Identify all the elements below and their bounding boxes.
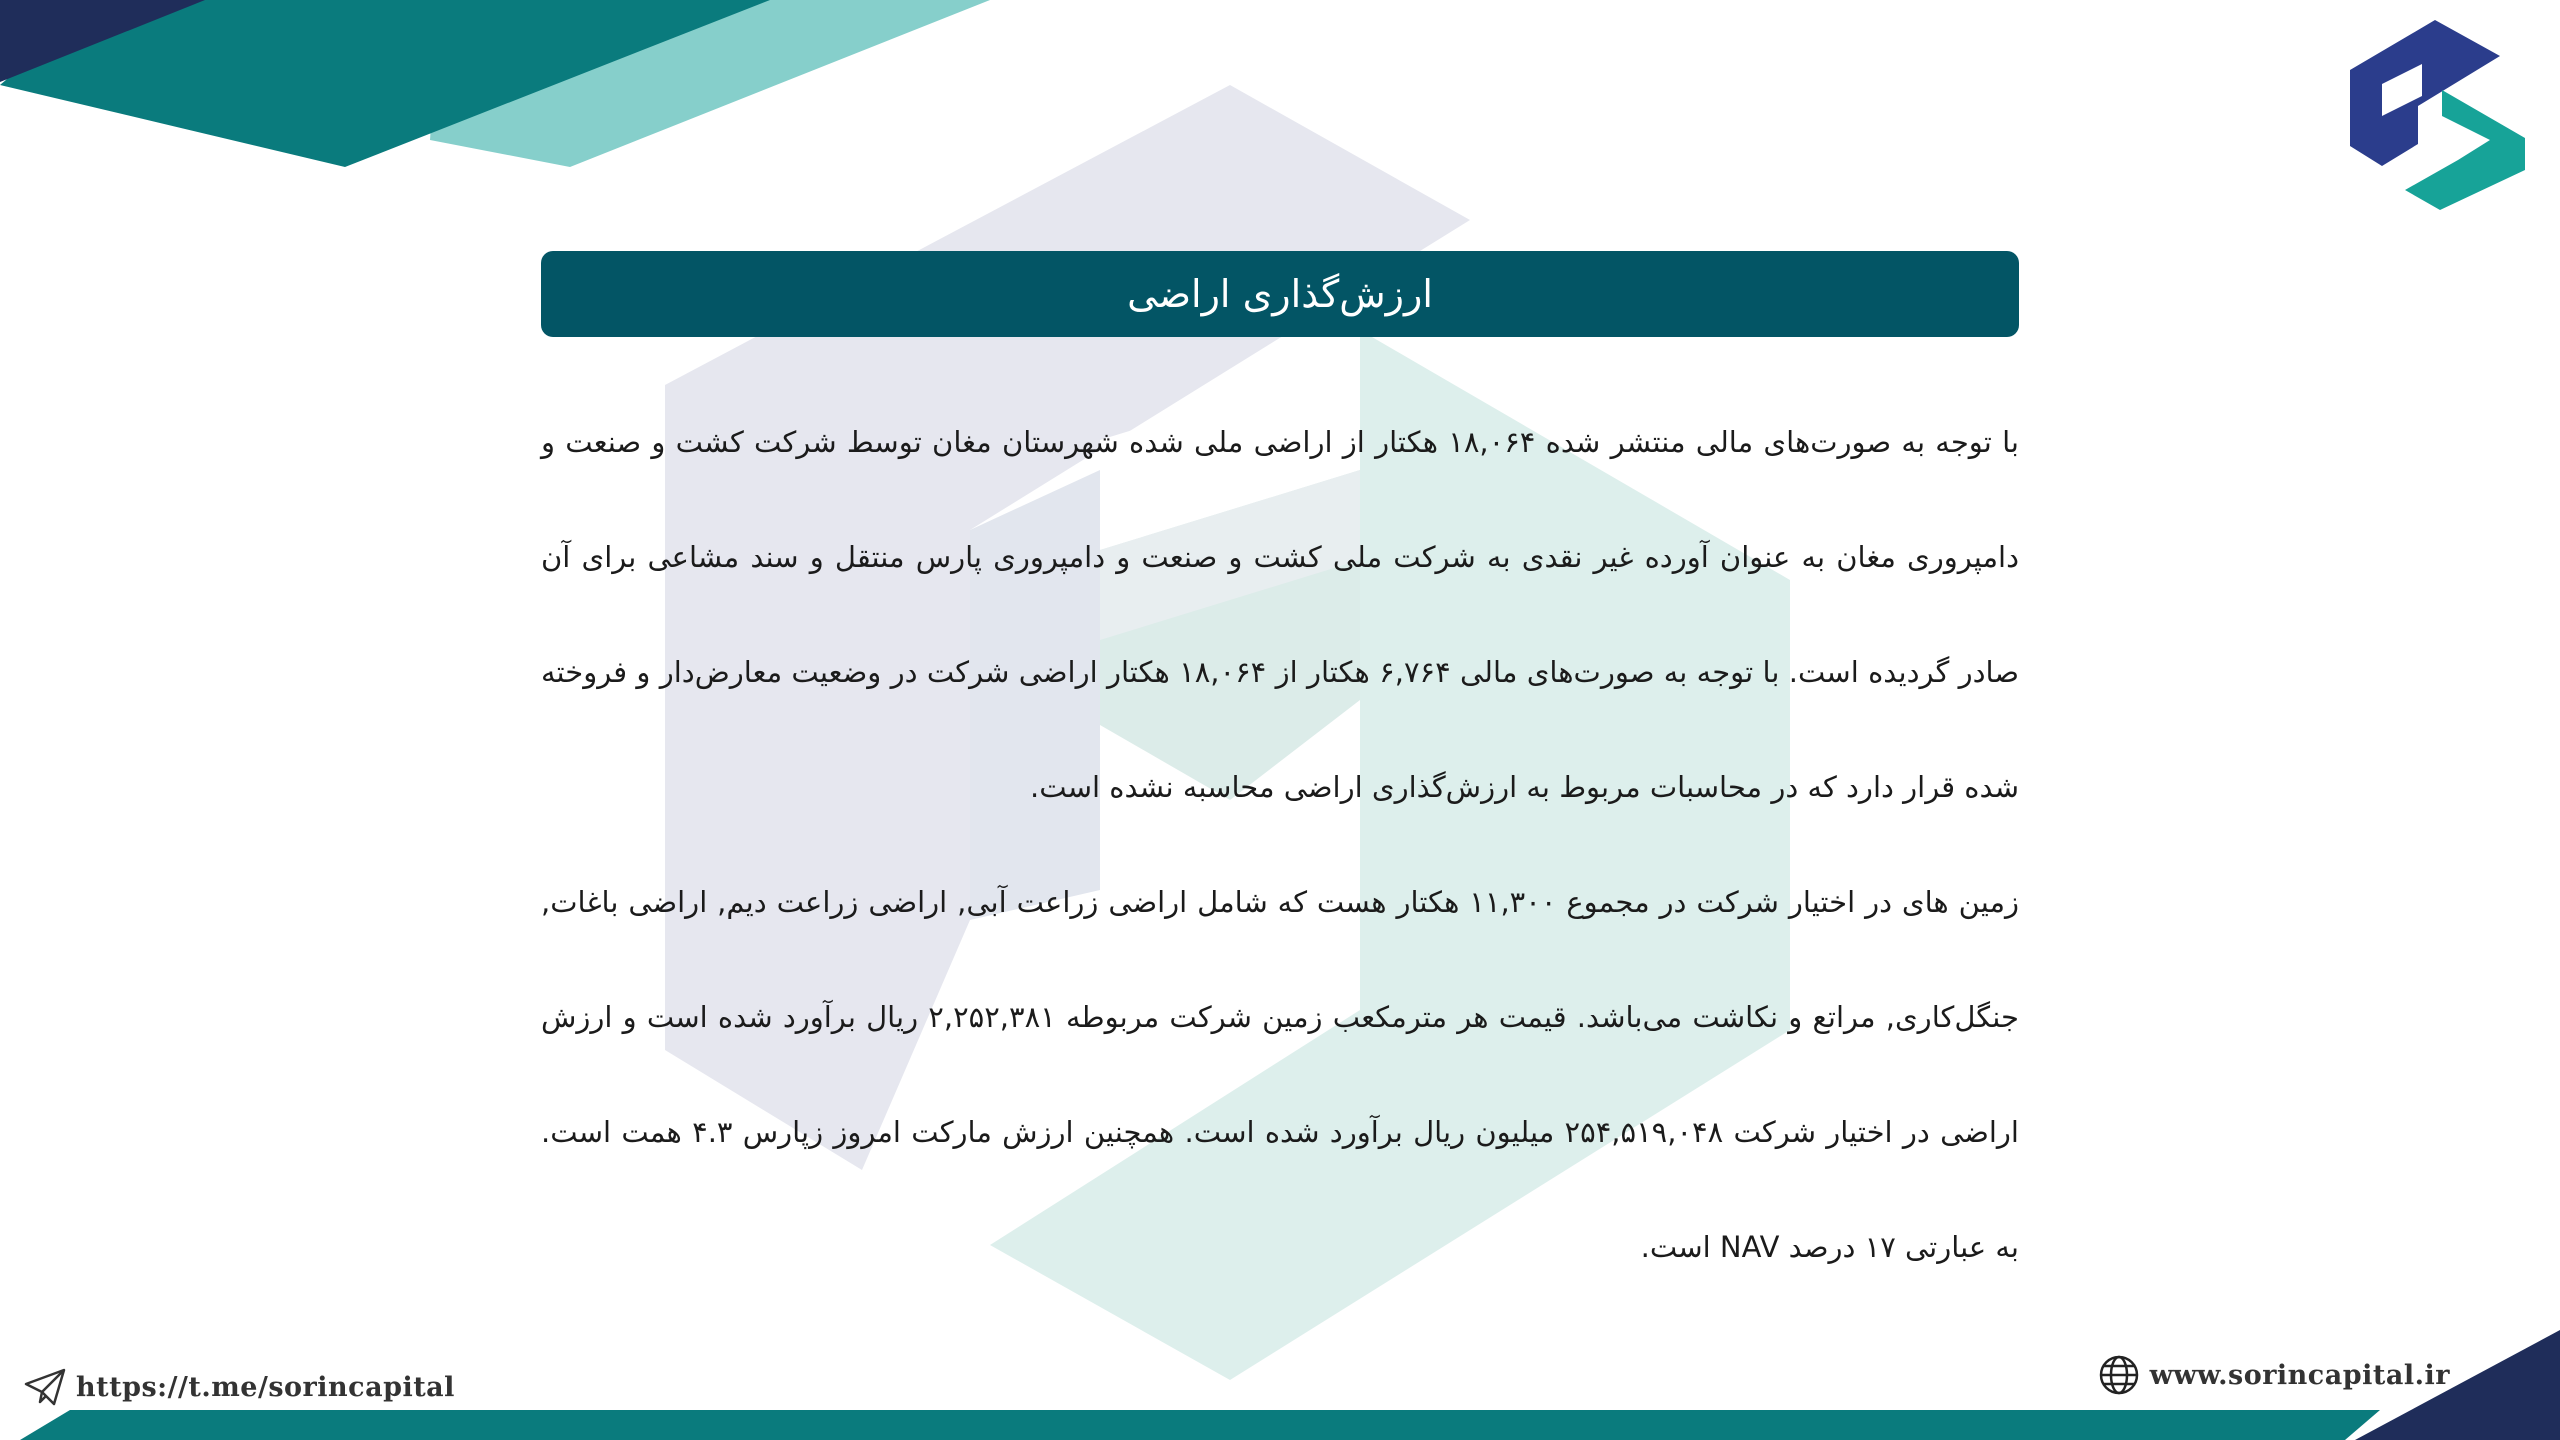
paragraph-1: با توجه به صورت‌های مالی منتشر شده ۱۸,۰۶۴ هکتار از اراضی ملی شده شهرستان مغان توسط شرکت کشت و صنعت و دامپروری مغان به عنوان آورده غیر نقدی به شرکت ملی کشت و صنعت و دامپروری پارس منتقل و سند مشاعی برای آن صادر گردیده است. با توجه به صورت‌های مالی ۶,۷۶۴ هکتار از ۱۸,۰۶۴ هکتار اراضی شرکت در وضعیت معارض‌دار و فروخته شده قرار دارد که در محاسبات مربوط به ارزش‌گذاری اراضی محاسبه نشده است.: [541, 425, 2019, 804]
footer-telegram[interactable]: [24, 1366, 455, 1408]
website-link[interactable]: www.sorincapital.ir: [2149, 1359, 2450, 1391]
globe-icon: [2098, 1354, 2140, 1396]
paragraph-2: زمین های در اختیار شرکت در مجموع ۱۱,۳۰۰ هکتار هست که شامل اراضی زراعت آبی, اراضی زراعت دیم, اراضی باغات, جنگل‌کاری, مراتع و نکاشت می‌باشد. قیمت هر مترمکعب زمین شرکت مربوطه ۲,۲۵۲,۳۸۱ ریال برآورد شده است و ارزش اراضی در اختیار شرکت ۲۵۴,۵۱۹,۰۴۸ میلیون ریال برآورد شده است. همچنین ارزش مارکت امروز زپارس ۴.۳ همت است. به عبارتی ۱۷ درصد NAV است.: [541, 885, 2019, 1264]
sorin-capital-logo: [2350, 20, 2525, 210]
bottom-teal-bar: [20, 1410, 2380, 1440]
footer-website[interactable]: [2098, 1354, 2450, 1396]
body-text: [541, 385, 2019, 1305]
paper-plane-icon: [24, 1366, 66, 1408]
telegram-link[interactable]: https://t.me/sorincapital: [76, 1371, 455, 1403]
slide-title: ارزش‌گذاری اراضی: [1127, 272, 1433, 316]
title-bar: [541, 251, 2019, 337]
